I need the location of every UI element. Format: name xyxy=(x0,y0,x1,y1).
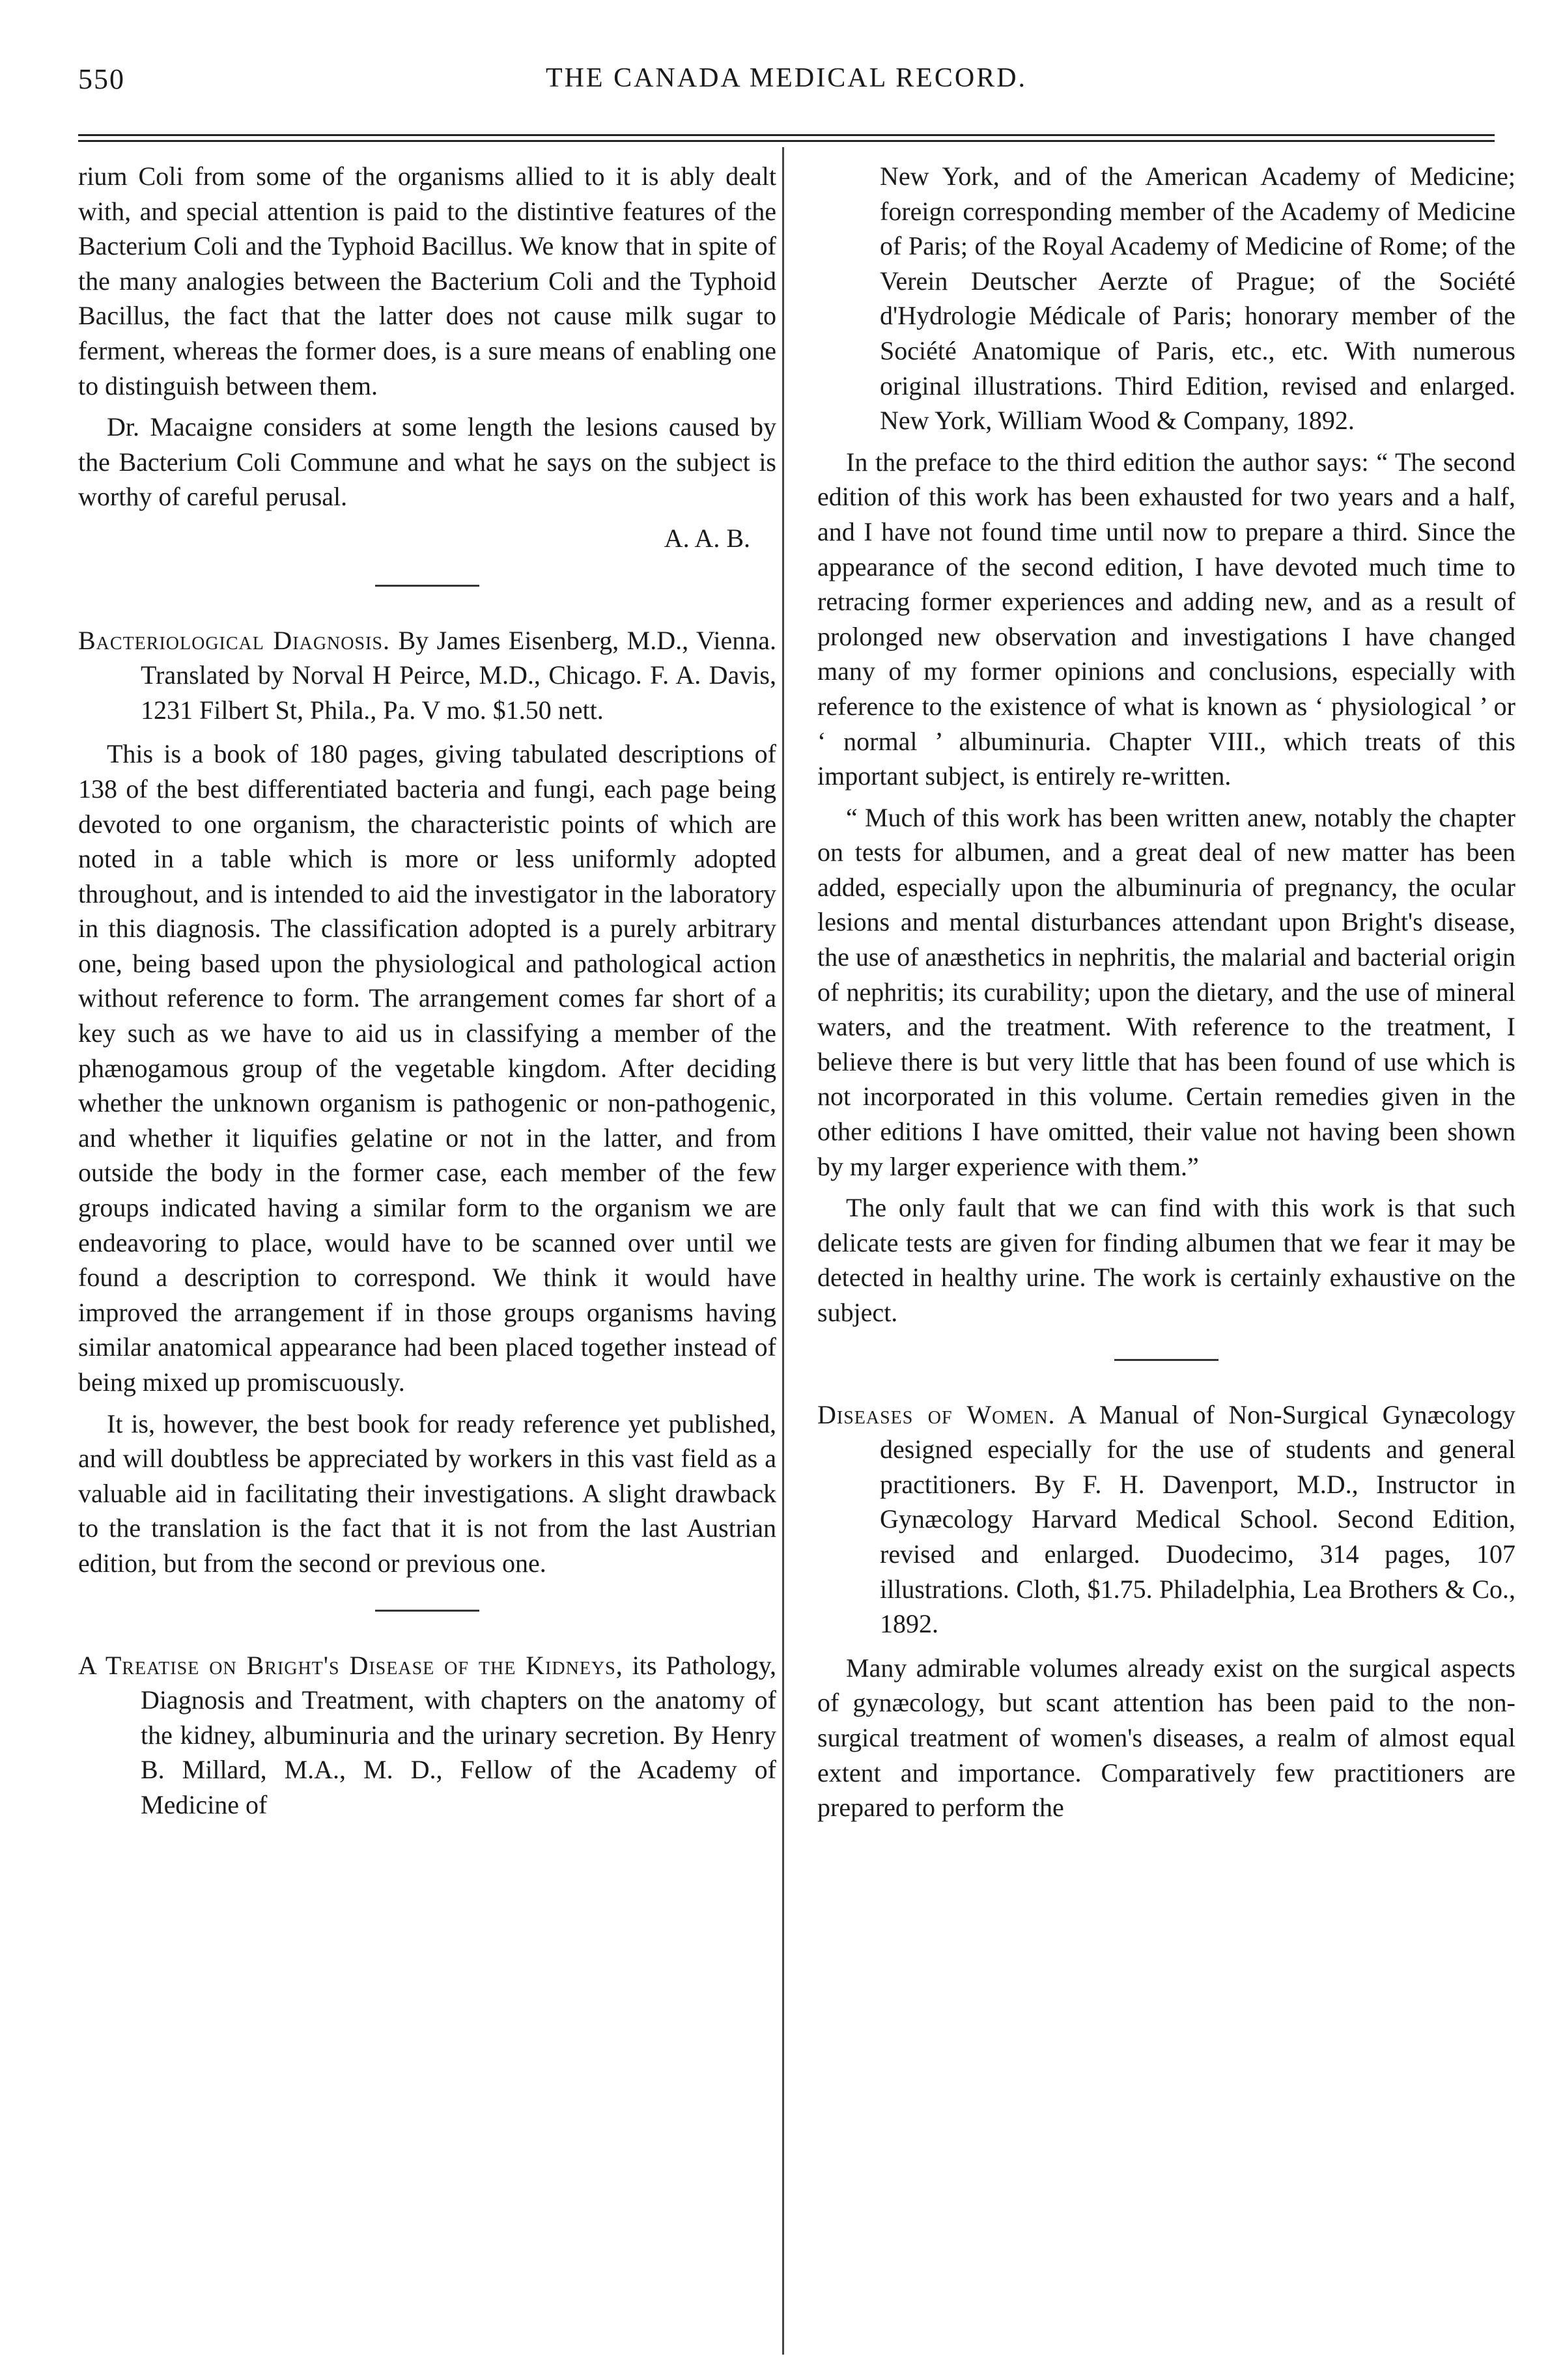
review-title: Diseases of Women. xyxy=(817,1399,1056,1429)
running-title: THE CANADA MEDICAL RECORD. xyxy=(545,63,1028,93)
review-citation: A Manual of Non-Surgical Gynæcology designed especially for the use of students and general practitioners. By F. H. Davenport, M.D., Instructor in Gynæcology Harvard Medical School. Second Edition, revised and enlarged. Duodecimo, 314 pages, 107 illustrations. Cloth, $1.75. Philadelphia, Lea Brothers & Co., 1892. xyxy=(880,1399,1515,1639)
review-paragraph: The only fault that we can find with this work is that such delicate tests are given for finding albumen that we fear it may be detected in healthy urine. The work is certainly exhaustive on the subject. xyxy=(817,1193,1515,1327)
left-column xyxy=(78,159,776,2353)
page-number: 550 xyxy=(78,63,125,95)
review-heading xyxy=(817,1397,1515,1642)
section-divider xyxy=(375,1610,479,1612)
page-header xyxy=(78,63,1495,141)
header-double-rule xyxy=(78,134,1495,142)
section-divider xyxy=(1114,1359,1218,1361)
review-heading xyxy=(78,623,776,728)
column-divider xyxy=(782,147,784,2355)
review-citation-continued: New York, and of the American Academy of Medicine; foreign corresponding member of the Academy of Medicine of Paris; of the Royal Academy of Medicine of Rome; of the Verein Deutscher Aerzte of Prague; of the Société d'Hydrologie Médicale of Paris; honorary member of the Société Anatomique of Paris, etc., etc. With numerous original illustrations. Third Edition, revised and enlarged. New York, William Wood & Company, 1892. xyxy=(880,161,1515,436)
review-title: A Treatise on Bright's Disease of the Kidneys, xyxy=(78,1650,623,1680)
reviewer-signature: A. A. B. xyxy=(664,523,750,553)
review-citation: its Pathology, Diagnosis and Treatment, with chapters on the anatomy of the kidney, albuminuria and the urinary secretion. By Henry B. Millard, M.A., M. D., Fellow of the Academy of Medicine of xyxy=(141,1650,776,1819)
review-paragraph: This is a book of 180 pages, giving tabulated descriptions of 138 of the best differentiated bacteria and fungi, each page being devoted to one organism, the characteristic points of which are noted in a table which is more or less uniformly adopted throughout, and is intended to aid the investigator in the laboratory in this diagnosis. The classification adopted is a purely arbitrary one, being based upon the physiological and pathological action without reference to form. The arrangement comes far short of a key such as we have to aid us in classifying a member of the phænogamous group of the vegetable kingdom. After deciding whether the unknown organism is pathogenic or non-pathogenic, and whether it liquifies gelatine or not in the latter, and from outside the body in the former case, each member of the few groups indicated having a similar form to the organism we are endeavoring to place, would have to be scanned over until we found a description to correspond. We think it would have improved the arrangement if in those groups organisms having similar anatomical appearance had been placed together instead of being mixed up promiscuously. xyxy=(78,739,776,1397)
review-heading xyxy=(78,1648,776,1823)
review-citation: By James Eisenberg, M.D., Vienna. Translated by Norval H Peirce, M.D., Chicago. F. A. Davis, 1231 Filbert St, Phila., Pa. V mo. $1.50 nett. xyxy=(141,625,776,725)
paragraph: Dr. Macaigne considers at some length the lesions caused by the Bacterium Coli Commune and what he says on the subject is worthy of careful perusal. xyxy=(78,412,776,512)
review-title: Bacteriological Diagnosis. xyxy=(78,625,390,655)
continued-paragraph: rium Coli from some of the organisms allied to it is ably dealt with, and special attention is paid to the distintive features of the Bacterium Coli and the Typhoid Bacillus. We know that in spite of the many analogies between the Bacterium Coli and the Typhoid Bacillus, the fact that the latter does not cause milk sugar to ferment, whereas the former does, is a sure means of enabling one to distinguish between them. xyxy=(78,161,776,400)
section-divider xyxy=(375,585,479,587)
review-paragraph: It is, however, the best book for ready reference yet published, and will doubtless be appreciated by workers in this vast field as a valuable aid in facilitating their investigations. A slight drawback to the translation is the fact that it is not from the last Austrian edition, but from the second or previous one. xyxy=(78,1408,776,1578)
review-paragraph: Many admirable volumes already exist on the surgical aspects of gynæcology, but scant attention has been paid to the non-surgical treatment of women's diseases, a realm of almost equal extent and importance. Comparatively few practitioners are prepared to perform the xyxy=(817,1653,1515,1823)
review-paragraph: In the preface to the third edition the author says: “ The second edition of this work has been exhausted for two years and a half, and I have not found time until now to prepare a third. Since the appearance of the second edition, I have devoted much time to retracing former experiences and adding new, and as a result of prolonged new observation and investigations I have changed many of my former opinions and conclusions, especially with reference to the existence of what is known as ‘ physiological ’ or ‘ normal ’ albuminuria. Chapter VIII., which treats of this important subject, is entirely re-written. xyxy=(817,447,1515,791)
review-paragraph: “ Much of this work has been written anew, notably the chapter on tests for albumen, and a great deal of new matter has been added, especially upon the albuminuria of pregnancy, the ocular lesions and mental disturbances attendant upon Bright's disease, the use of anæsthetics in nephritis, the malarial and bacterial origin of nephritis; its curability; upon the dietary, and the use of mineral waters, and the treatment. With reference to the treatment, I believe there is but very little that has been found of use which is not incorporated in this volume. Certain remedies given in the other editions I have omitted, their value not having been shown by my larger experience with them.” xyxy=(817,802,1515,1181)
right-column xyxy=(817,159,1515,2353)
